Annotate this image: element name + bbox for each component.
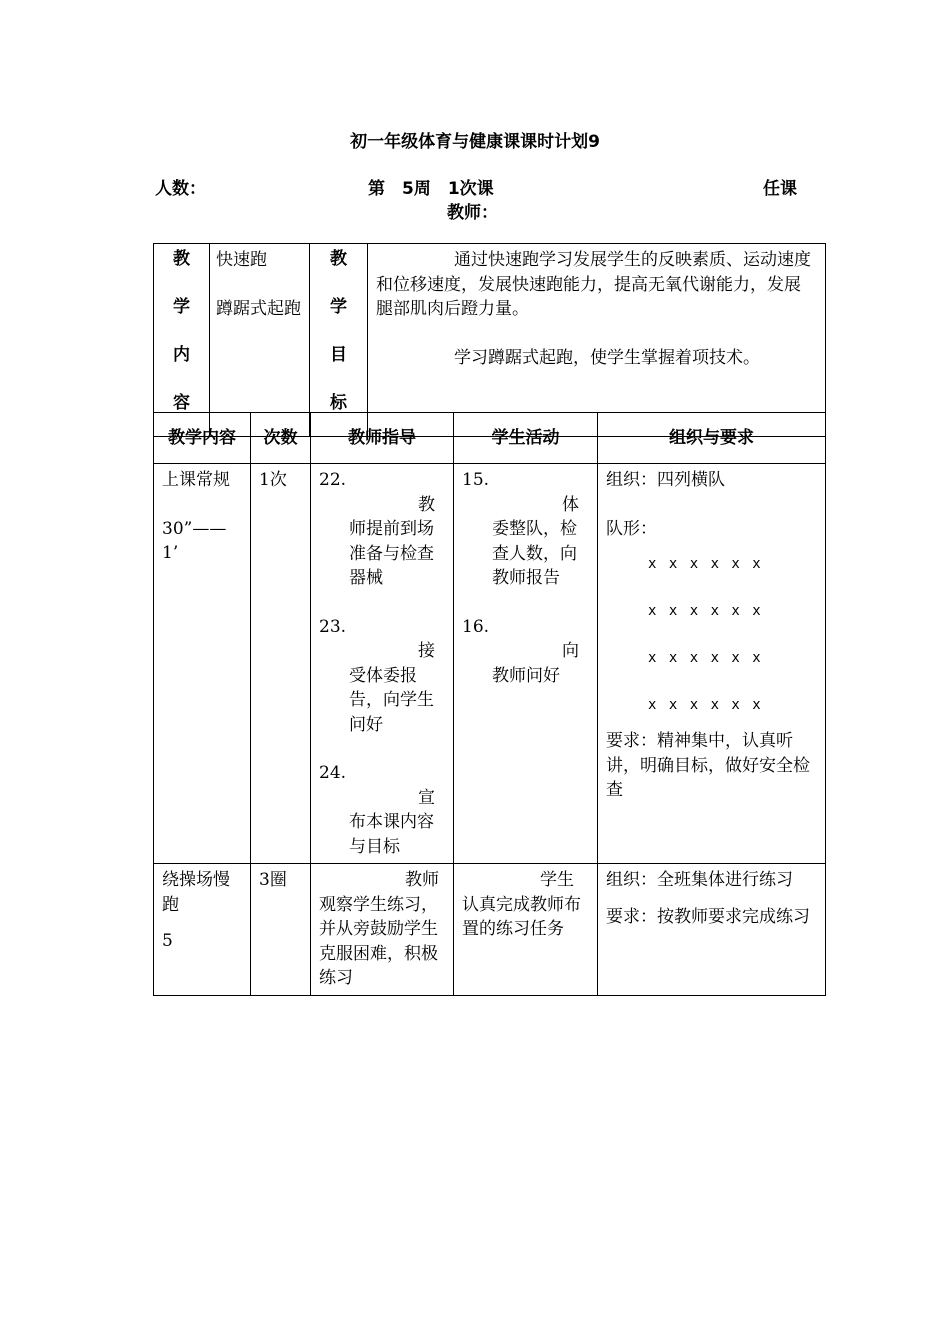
column-header: 次数 bbox=[251, 413, 311, 464]
content-cell: 绕操场慢跑 bbox=[162, 870, 230, 915]
formation-row: x x x x x x bbox=[648, 603, 763, 619]
organization-cell: 组织：全班集体进行练习 要求：按教师要求完成练习 bbox=[598, 864, 826, 996]
content-item: 快速跑 bbox=[216, 250, 267, 270]
count-cell: 1次 bbox=[251, 464, 311, 864]
student-activity-cell: 15. 体 委整队，检查人数，向教师报告 16. 向 教师问好 bbox=[454, 464, 598, 864]
content-items bbox=[210, 244, 310, 437]
table-row bbox=[154, 864, 826, 996]
teacher-guide-cell: 教师 观察学生练习，并从旁鼓励学生克服困难，积极练习 bbox=[311, 864, 454, 996]
organization-cell: 组织：四列横队 队形： x x x x x x x x x x x x x x x x x x x x x x x x 要求：精神集中，认真听讲，明确目标，做好安全检查 bbox=[598, 464, 826, 864]
formation-row: x x x x x x bbox=[648, 697, 763, 713]
lesson-plan-table bbox=[153, 412, 826, 996]
content-label: 教 学 内 容 bbox=[154, 244, 210, 437]
teacher-label-part1: 任课 bbox=[763, 179, 797, 199]
formation-row: x x x x x x bbox=[648, 650, 763, 666]
formation-row: x x x x x x bbox=[648, 556, 763, 572]
teacher-guide-cell: 22. 教 师提前到场准备与检查器械 23. 接 受体委报告，向学生问好 24. 宣 布本课内容与目标 bbox=[311, 464, 454, 864]
time-cell: 5 bbox=[162, 931, 173, 951]
content-cell: 上课常规 bbox=[162, 470, 230, 490]
page-title: 初一年级体育与健康课课时计划9 bbox=[350, 132, 600, 152]
table-row bbox=[154, 464, 826, 864]
teacher-label-part2: 教师： bbox=[447, 203, 498, 223]
content-item: 蹲踞式起跑 bbox=[216, 298, 301, 319]
lesson-overview-table bbox=[153, 243, 826, 437]
student-activity-cell: 学生 认真完成教师布置的练习任务 bbox=[454, 864, 598, 996]
goal-label: 教 学 目 标 bbox=[310, 244, 368, 437]
time-cell: 30”——1’ bbox=[162, 518, 227, 563]
column-header: 教学内容 bbox=[154, 413, 251, 464]
count-cell: 3圈 bbox=[251, 864, 311, 996]
student-count-label: 人数： bbox=[155, 179, 206, 199]
goal-text: 通过快速跑学习发展学生的反映素质、运动速度和位移速度，发展快速跑能力，提高无氧代谢能力，发展腿部肌肉后蹬力量。 学习蹲踞式起跑，使学生掌握着项技术。 bbox=[368, 244, 826, 437]
column-header: 教师指导 bbox=[311, 413, 454, 464]
week-label: 第 5周 1次课 bbox=[368, 179, 494, 199]
column-header: 学生活动 bbox=[454, 413, 598, 464]
column-header: 组织与要求 bbox=[598, 413, 826, 464]
